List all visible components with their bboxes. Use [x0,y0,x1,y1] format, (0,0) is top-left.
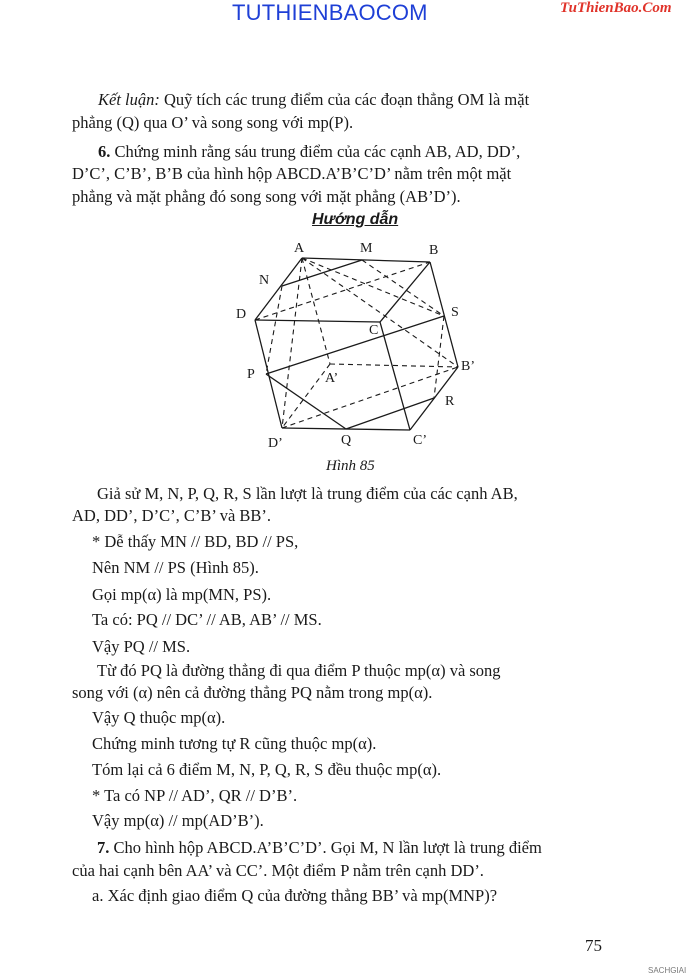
edge-AD [255,258,302,320]
figure-85-parallelepiped [220,232,480,454]
guide-heading: Hướng dẫn [312,211,399,228]
segment-QR [346,398,434,429]
label-S: S [451,305,459,320]
edge-DC [255,320,380,322]
hidden-diagonal-AD1 [282,258,302,428]
page-number: 75 [585,936,602,955]
solution-line-9: song với (α) nên cả đường thẳng PQ nằm trong mp(α). [72,683,433,702]
footer-brand: SACHGIAI [648,966,687,975]
exercise-6-line-3: phẳng và mặt phẳng đó song song với mặt phẳng (AB’D’). [72,187,461,206]
solution-line-14: Vậy mp(α) // mp(AD’B’). [92,811,264,830]
edge-DD1 [255,320,282,428]
solution-line-4: Nên NM // PS (Hình 85). [92,558,259,577]
exercise-6-line-2: D’C’, C’B’, B’B của hình hộp ABCD.A’B’C’D’ nằm trên một mặt [72,164,512,183]
segment-PS [266,316,444,374]
exercise-7-line-3: a. Xác định giao điểm Q của đường thẳng BB’ và mp(MNP)? [92,886,498,905]
label-D-prime: D’ [268,436,283,451]
hidden-diagonal-DB [255,262,430,320]
label-C: C [369,323,379,338]
solution-line-12: Tóm lại cả 6 điểm M, N, P, Q, R, S đều thuộc mp(α). [92,760,442,779]
label-A: A [294,241,305,256]
exercise-6-number: 6. [98,142,111,161]
conclusion-label: Kết luận: [98,90,160,109]
hidden-diagonal-D1B1 [282,367,458,428]
label-C-prime: C’ [413,433,427,448]
hidden-diagonal-AB1 [302,258,458,367]
exercise-7-number: 7. [97,838,110,857]
site-title: TUTHIENBAOCOM [232,0,428,25]
exercise-6-line-1 [98,142,520,162]
solution-line-8: Từ đó PQ là đường thẳng đi qua điểm P thuộc mp(α) và song [97,661,501,680]
solution-line-13: * Ta có NP // AD’, QR // D’B’. [92,786,298,805]
label-M: M [360,241,373,256]
hidden-segment-NP [266,286,282,374]
exercise-7-line-2: của hai cạnh bên AA’ và CC’. Một điểm P nằm trên cạnh DD’. [72,861,484,880]
label-A-prime: A’ [325,371,339,386]
site-brand: TuThienBao.Com [560,0,672,16]
edge-AB [302,258,430,262]
solution-line-11: Chứng minh tương tự R cũng thuộc mp(α). [92,734,377,753]
conclusion-line-2: phẳng (Q) qua O’ và song song với mp(P). [72,113,354,132]
figure-caption: Hình 85 [326,458,375,474]
solution-line-6: Ta có: PQ // DC’ // AB, AB’ // MS. [92,610,322,629]
exercise-6-text-1: Chứng minh rằng sáu trung điểm của các cạnh AB, AD, DD’, [110,142,521,161]
label-P: P [247,367,255,382]
edge-BC [380,262,430,322]
conclusion-text-1: Quỹ tích các trung điểm của các đoạn thẳng OM là mặt [159,90,530,109]
exercise-7-text-1: Cho hình hộp ABCD.A’B’C’D’. Gọi M, N lần lượt là trung điểm [109,838,542,857]
solution-line-10: Vậy Q thuộc mp(α). [92,708,226,727]
label-Q: Q [341,433,352,448]
segment-NM [282,260,362,286]
solution-line-5: Gọi mp(α) là mp(MN, PS). [92,585,272,604]
solution-line-7: Vậy PQ // MS. [92,637,191,656]
hidden-edge-A1B1 [330,364,458,367]
label-N: N [259,273,270,288]
exercise-7-line-1 [97,838,542,858]
hidden-line-AS [302,258,444,316]
solution-line-2: AD, DD’, D’C’, C’B’ và BB’. [72,506,272,525]
edge-CC1 [380,322,410,430]
conclusion-line-1 [98,90,529,110]
label-R: R [445,394,455,409]
label-B-prime: B’ [461,359,475,374]
hidden-edge-AA1 [302,258,330,364]
solution-line-1: Giả sử M, N, P, Q, R, S lần lượt là trung điểm của các cạnh AB, [97,484,518,503]
label-B: B [429,243,439,258]
hidden-edge-A1D1 [282,364,330,428]
solution-line-3: * Dễ thấy MN // BD, BD // PS, [92,532,299,551]
label-D: D [236,307,247,322]
hidden-segment-SR [434,316,444,398]
